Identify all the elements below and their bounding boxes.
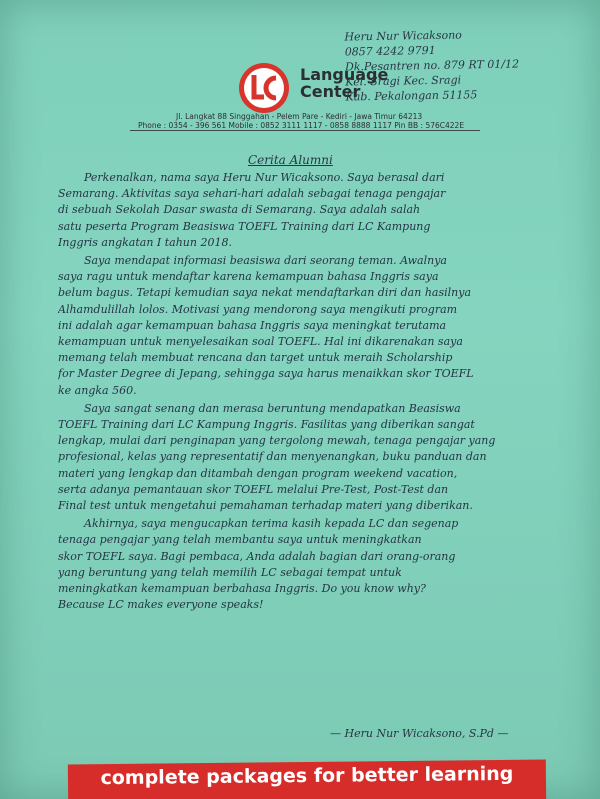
language-center-logo-icon <box>238 62 290 114</box>
body-line: serta adanya pemantauan skor TOEFL melalui Pre-Test, Post-Test dan <box>58 482 449 496</box>
body-line: Inggris angkatan I tahun 2018. <box>58 235 232 249</box>
body-line: meningkatkan kemampuan berbahasa Inggris. Do you know why? <box>58 582 426 596</box>
body-line: saya ragu untuk mendaftar karena kemampuan bahasa Inggris saya <box>58 270 439 284</box>
letterhead-phone: Phone : 0354 - 396 561 Mobile : 0852 3111 1117 - 0858 8888 1117 Pin BB : 576C422E <box>138 121 465 130</box>
body-line: materi yang lengkap dan ditambah dengan program weekend vacation, <box>58 466 458 480</box>
body-line: ke angka 560. <box>58 383 137 397</box>
brand-line-1: Language <box>300 65 389 84</box>
paragraph-3 <box>58 401 554 514</box>
body-line: lengkap, mulai dari penginapan yang tergolong mewah, tenaga pengajar yang <box>58 434 496 448</box>
body-line: ini adalah agar kemampuan bahasa Inggris saya meningkat terutama <box>58 318 447 332</box>
paragraph-1 <box>58 170 554 251</box>
paragraph-4 <box>58 516 554 613</box>
body-line: Semarang. Aktivitas saya sehari-hari adalah sebagai tenaga pengajar <box>58 187 446 201</box>
body-line: memang telah membuat rencana dan target untuk meraih Scholarship <box>58 351 453 365</box>
body-line: for Master Degree di Jepang, sehingga saya harus menaikkan skor TOEFL <box>58 367 474 381</box>
body-line: Saya mendapat informasi beasiswa dari seorang teman. Awalnya <box>84 254 447 268</box>
body-line: yang beruntung yang telah memilih LC sebagai tempat untuk <box>58 565 402 579</box>
body-line: Perkenalkan, nama saya Heru Nur Wicaksono. Saya berasal dari <box>84 171 445 184</box>
sender-line: Kel. Sragi Kec. Sragi <box>345 73 462 89</box>
body-line: kemampuan untuk menyelesaikan soal TOEFL. Hal ini dikarenakan saya <box>58 335 463 349</box>
sender-line: Heru Nur Wicaksono <box>344 28 462 44</box>
body-line: satu peserta Program Beasiswa TOEFL Training dari LC Kampung <box>58 219 431 233</box>
letterhead-divider <box>130 130 480 131</box>
body-line: belum bagus. Tetapi kemudian saya nekat mendaftarkan diri dan hasilnya <box>58 286 471 300</box>
letterhead-address: Jl. Langkat 88 Singgahan - Pelem Pare - Kediri - Jawa Timur 64213 <box>176 112 423 121</box>
letter-title: Cerita Alumni <box>248 153 333 167</box>
sender-line: Kab. Pekalongan 51155 <box>345 88 478 104</box>
body-line: TOEFL Training dari LC Kampung Inggris. Fasilitas yang diberikan sangat <box>58 418 475 432</box>
brand-line-2: Center <box>300 82 361 101</box>
signature: — Heru Nur Wicaksono, S.Pd — <box>330 727 509 740</box>
footer-tagline: complete packages for better learning <box>100 762 514 790</box>
body-line: tenaga pengajar yang telah membantu saya untuk meningkatkan <box>58 533 422 547</box>
letter-body <box>58 168 554 728</box>
body-line: profesional, kelas yang representatif dan menyenangkan, buku panduan dan <box>58 450 487 464</box>
sender-line: Dk.Pesantren no. 879 RT 01/12 <box>344 57 520 74</box>
body-line: Because LC makes everyone speaks! <box>58 598 264 612</box>
body-line: di sebuah Sekolah Dasar swasta di Semarang. Saya adalah salah <box>58 203 421 217</box>
footer-banner <box>68 759 546 799</box>
sender-line: 0857 4242 9791 <box>344 43 436 59</box>
body-line: Alhamdulillah lolos. Motivasi yang mendorong saya mengikuti program <box>58 302 458 316</box>
body-line: skor TOEFL saya. Bagi pembaca, Anda adalah bagian dari orang-orang <box>58 549 456 563</box>
brand-name <box>300 66 388 100</box>
body-line: Final test untuk mengetahui pemahaman terhadap materi yang diberikan. <box>58 499 473 513</box>
body-line: Akhirnya, saya mengucapkan terima kasih kepada LC dan segenap <box>84 517 459 531</box>
body-line: Saya sangat senang dan merasa beruntung mendapatkan Beasiswa <box>84 401 461 415</box>
paragraph-2 <box>58 253 554 399</box>
